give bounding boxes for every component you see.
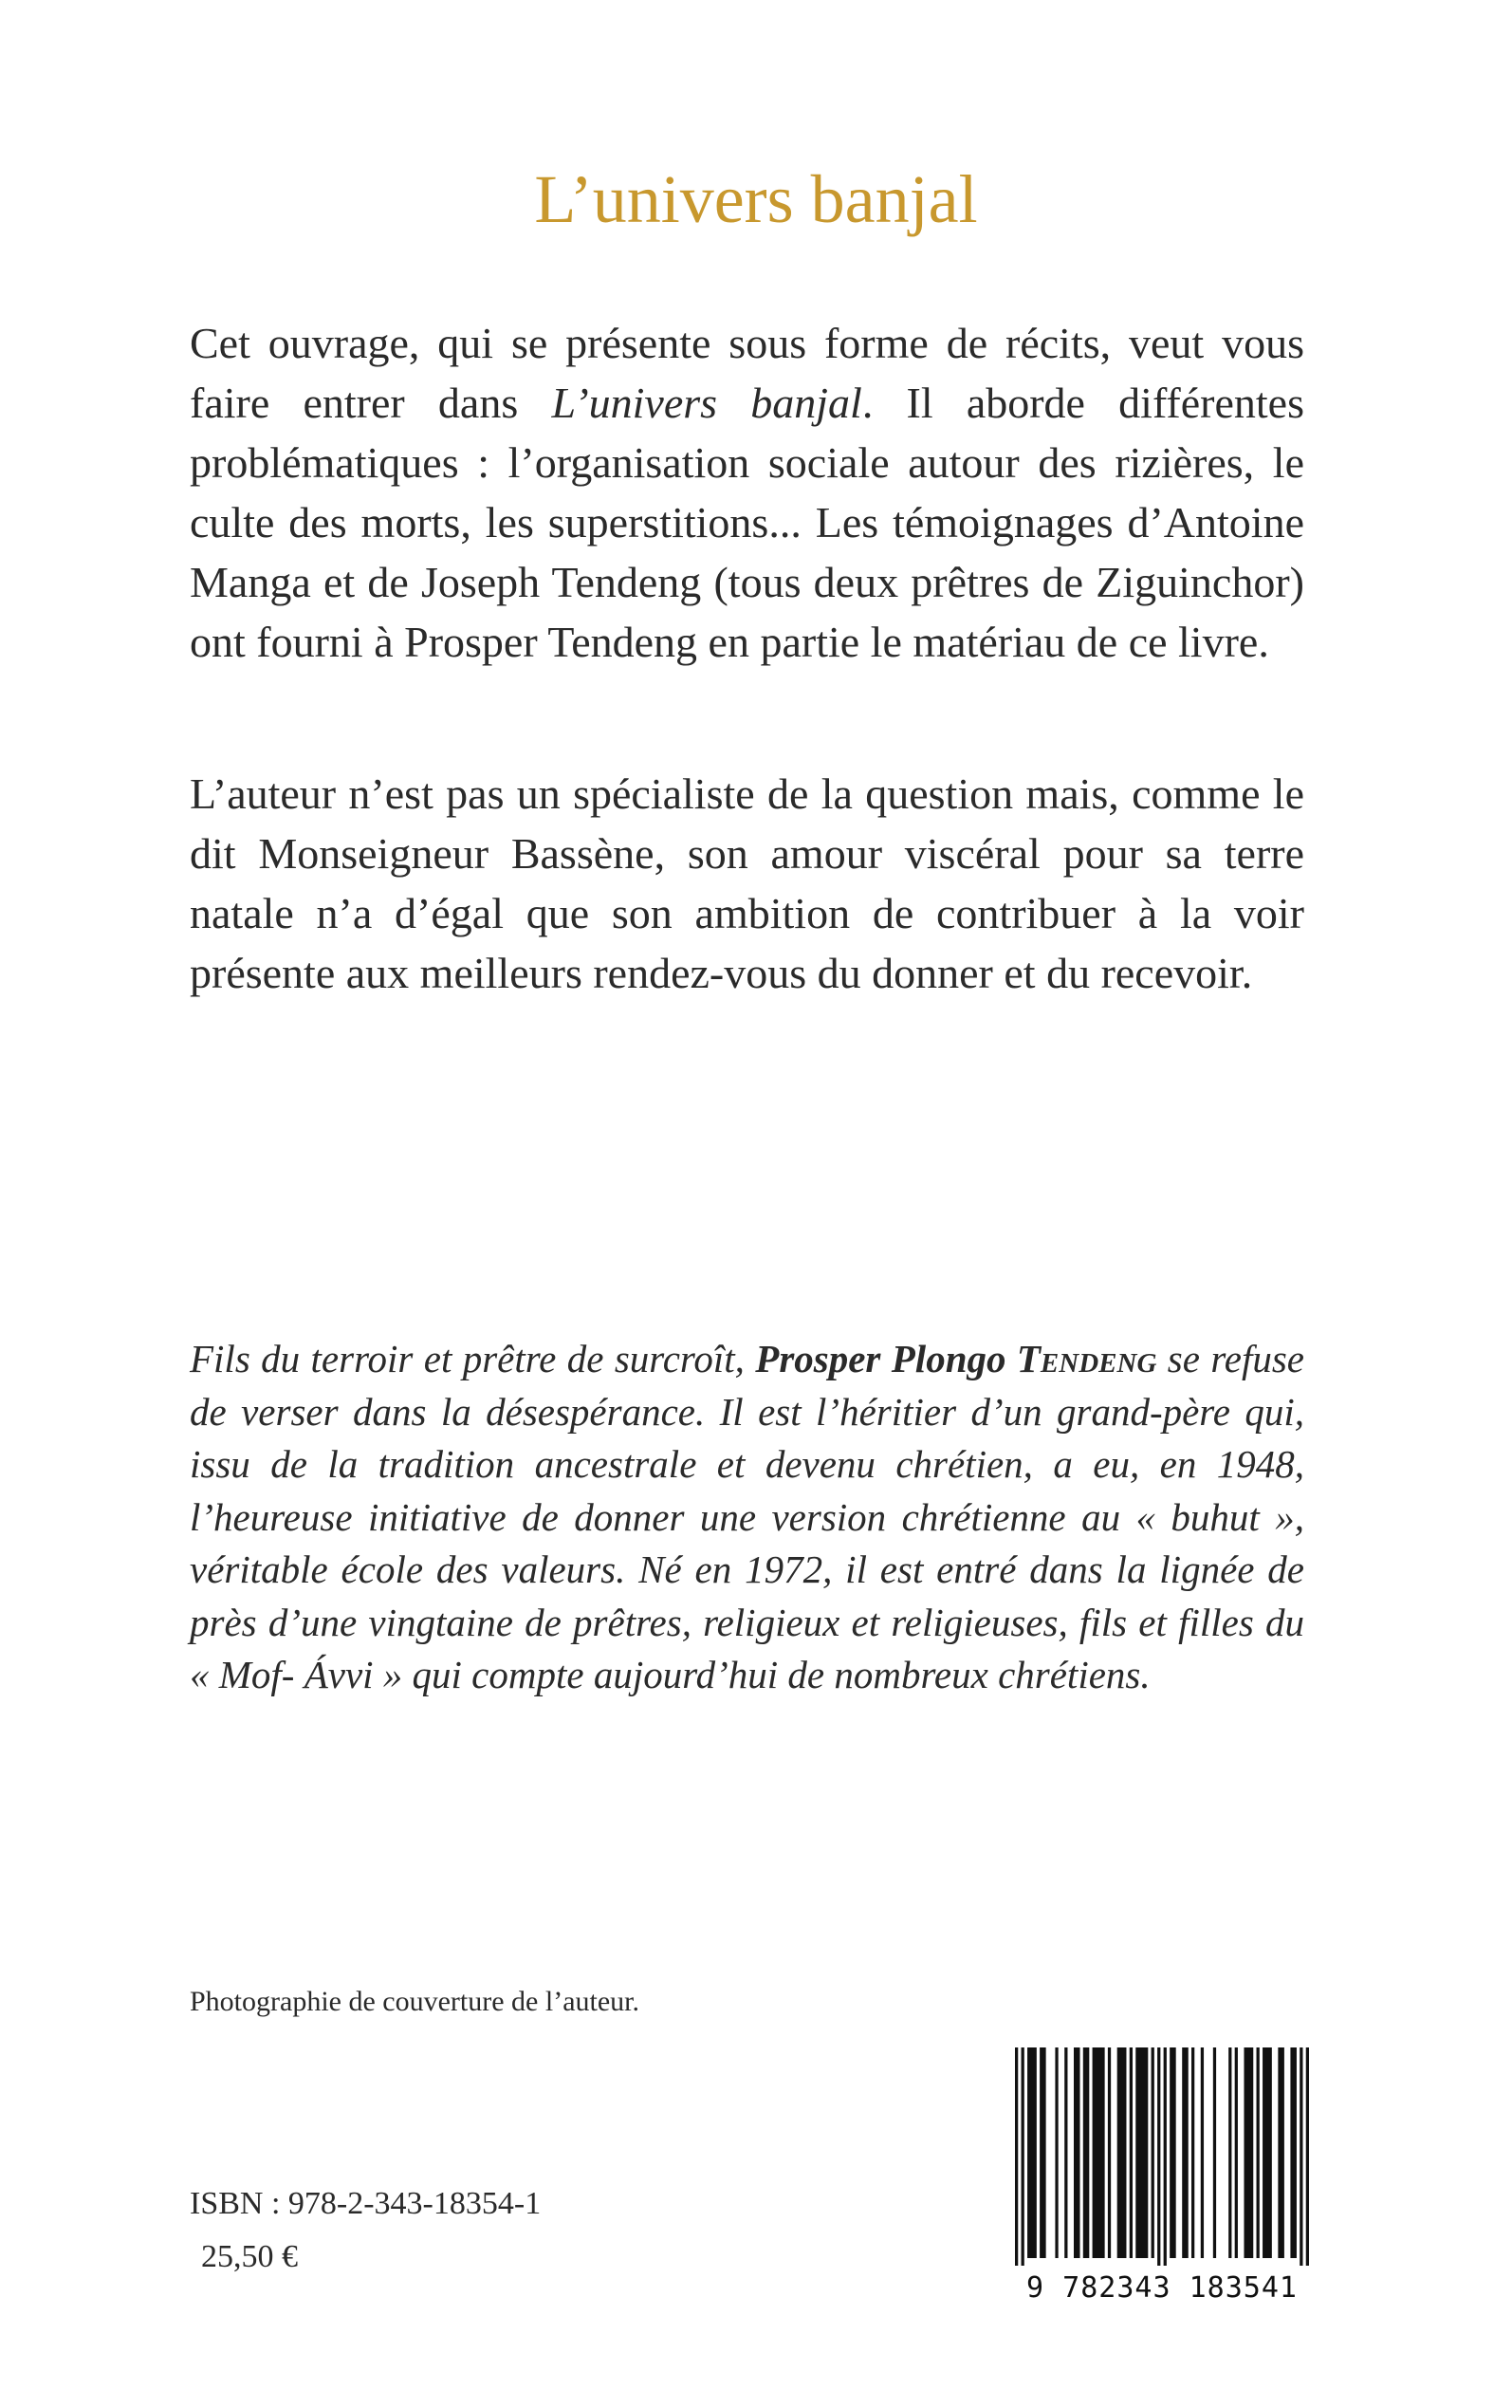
barcode-bar-3 bbox=[1040, 2047, 1046, 2258]
barcode-bar-28 bbox=[1300, 2047, 1302, 2266]
barcode-bar-24 bbox=[1257, 2047, 1260, 2258]
barcode-bar-16 bbox=[1170, 2047, 1176, 2258]
author-first-name: Prosper Plongo bbox=[755, 1337, 1017, 1380]
barcode-bar-8 bbox=[1093, 2047, 1105, 2258]
description-paragraph-2: L’auteur n’est pas un spécialiste de la question mais, comme le dit Monseigneur Bassène, son amour viscéral pour sa terre natale n’a d’égal que son ambition de contribuer à la voir présente aux meilleurs rendez-vous du donner et du recevoir. bbox=[190, 769, 1304, 997]
description-book-title: L’univers banjal bbox=[551, 379, 862, 427]
barcode-bar-14 bbox=[1157, 2047, 1160, 2266]
barcode-bar-15 bbox=[1164, 2047, 1167, 2266]
photo-credit: Photographie de couverture de l’auteur. bbox=[190, 1986, 639, 2017]
barcode-bar-21 bbox=[1228, 2047, 1231, 2258]
barcode-bar-0 bbox=[1015, 2047, 1018, 2266]
description-text-start: Cet ouvrage, qui se présente sous forme de récits, veut vous faire entrer dans bbox=[190, 319, 1304, 427]
barcode-bar-2 bbox=[1027, 2047, 1037, 2258]
description-text-end: . Il aborde différentes problématiques : l’organisation sociale autour des rizières, le culte des morts, les superstitions... Les témoignages d’Antoine Manga et de Joseph Tendeng (tous deux prêtres de Ziguinchor) ont fourni à Prosper Tendeng en partie le matériau de ce livre. bbox=[190, 379, 1305, 666]
barcode-bar-12 bbox=[1135, 2047, 1148, 2258]
author-last-name: Tendeng bbox=[1016, 1337, 1157, 1380]
barcode-bar-7 bbox=[1083, 2047, 1090, 2258]
price: 25,50 € bbox=[201, 2239, 298, 2274]
author-name bbox=[755, 1337, 1156, 1380]
barcode-bar-9 bbox=[1108, 2047, 1111, 2258]
barcode-bar-23 bbox=[1244, 2047, 1253, 2258]
barcode-bar-5 bbox=[1064, 2047, 1067, 2258]
barcode-digits: 9 782343 183541 bbox=[1026, 2271, 1298, 2305]
book-title: L’univers banjal bbox=[534, 161, 978, 237]
barcode-bar-19 bbox=[1201, 2047, 1204, 2258]
barcode-bar-27 bbox=[1290, 2047, 1297, 2258]
barcode-bar-18 bbox=[1191, 2047, 1194, 2258]
barcode-bar-17 bbox=[1182, 2047, 1189, 2258]
barcode-bar-26 bbox=[1278, 2047, 1284, 2258]
barcode-bar-25 bbox=[1263, 2047, 1272, 2258]
description-paragraph-1 bbox=[190, 313, 1304, 672]
bio-text: se refuse de verser dans la désespérance. Il est l’héritier d’un grand-père qui, issu de la tradition ancestrale et devenu chrétien, a eu, en 1948, l’heureuse initiative de donner une version chrétienne au « buhut », véritable école des valeurs. Né en 1972, il est entré dans la lignée de près d’une vingtaine de prêtres, religieux et religieuses, fils et filles du « Mof- Ávvi » qui compte aujourd’hui de nombreux chrétiens. bbox=[190, 1337, 1304, 1696]
isbn: ISBN : 978-2-343-18354-1 bbox=[190, 2186, 542, 2221]
barcode-bar-1 bbox=[1022, 2047, 1024, 2266]
barcode-bars bbox=[1015, 2047, 1309, 2266]
barcode-bar-29 bbox=[1306, 2047, 1309, 2266]
barcode-bar-10 bbox=[1117, 2047, 1127, 2258]
author-bio bbox=[190, 1333, 1304, 1702]
barcode bbox=[1015, 2047, 1309, 2305]
barcode-bar-6 bbox=[1074, 2047, 1080, 2258]
barcode-bar-13 bbox=[1152, 2047, 1154, 2258]
bio-intro: Fils du terroir et prêtre de surcroît, bbox=[190, 1337, 756, 1380]
barcode-bar-22 bbox=[1235, 2047, 1238, 2258]
barcode-bar-11 bbox=[1130, 2047, 1133, 2258]
barcode-bar-20 bbox=[1213, 2047, 1216, 2258]
barcode-bar-4 bbox=[1055, 2047, 1058, 2258]
